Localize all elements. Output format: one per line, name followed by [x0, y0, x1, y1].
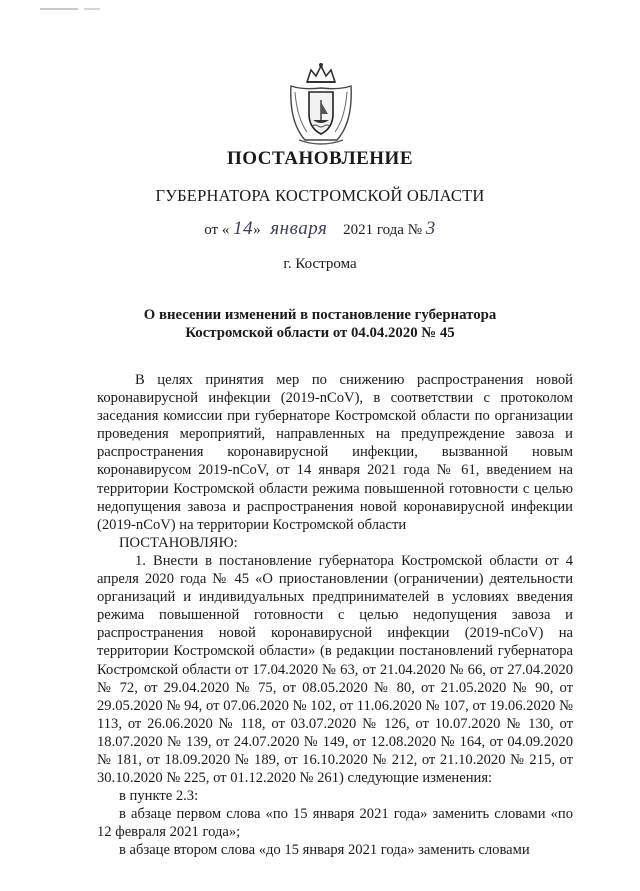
- amendment-paragraph-second: в абзаце втором слова «до 15 января 2021 года» заменить словами: [119, 842, 530, 859]
- decree-word: ПОСТАНОВЛЯЮ:: [119, 534, 238, 551]
- amendment-paragraph-first: в абзаце первом слова «по 15 января 2021 года» заменить словами «по 12 февраля 2021 года»;: [97, 806, 573, 841]
- clause-reference: в пункте 2.3:: [119, 788, 199, 805]
- city: г. Кострома: [283, 256, 357, 272]
- preamble-paragraph: В целях принятия мер по снижению распространения новой коронавирусной инфекции (2019-nCoV), в соответствии с протоколом заседания комиссии при губернаторе Костромской области по организации проведения мероприятий, направленных на предупреждение завоза и распространения коронавирусной инфекции, вызванной новым коронавирусом 2019-nCoV, от 14 января 2021 года № 61, введением на территории Костромской области режима повышенной готовности с целью недопущения завоза и распространения новой коронавирусной инфекции (2019-nCoV) на территории Костромской области: [97, 372, 573, 533]
- date-prefix: от «: [204, 222, 230, 238]
- issuer-title: ГУБЕРНАТОРА КОСТРОМСКОЙ ОБЛАСТИ: [155, 186, 485, 205]
- coat-of-arms-emblem: [285, 62, 357, 146]
- scan-artifact: [40, 8, 78, 10]
- date-month: января: [270, 218, 328, 239]
- heading-line: Костромской области от 04.04.2020 № 45: [185, 325, 455, 341]
- heading-line: О внесении изменений в постановление губернатора: [143, 307, 497, 323]
- scan-artifact: [84, 8, 100, 10]
- document-heading: [130, 306, 510, 342]
- item-1-paragraph: 1. Внести в постановление губернатора Костромской области от 4 апреля 2020 года № 45 «О приостановлении (ограничении) деятельности организаций и индивидуальных предпринимателей в условиях введения режима повышенной готовности с целью недопущения завоза и распространения новой коронавирусной инфекции (2019-nCoV) на территории Костромской области» (в редакции постановлений губернатора Костромской области от 17.04.2020 № 63, от 21.04.2020 № 66, от 27.04.2020 № 72, от 29.04.2020 № 75, от 08.05.2020 № 80, от 21.05.2020 № 90, от 29.05.2020 № 94, от 07.06.2020 № 102, от 11.06.2020 № 107, от 19.06.2020 № 113, от 26.06.2020 № 118, от 03.07.2020 № 126, от 10.07.2020 № 130, от 18.07.2020 № 139, от 24.07.2020 № 149, от 12.08.2020 № 164, от 04.09.2020 № 181, от 18.09.2020 № 189, от 16.10.2020 № 212, от 21.10.2020 № 215, от 30.10.2020 № 225, от 01.12.2020 № 261) следующие изменения:: [97, 552, 573, 787]
- document-number: 3: [425, 218, 436, 239]
- date-line: [0, 218, 640, 240]
- document-title: ПОСТАНОВЛЕНИЕ: [226, 148, 414, 169]
- date-day: 14: [233, 218, 254, 239]
- document-body: [97, 371, 573, 860]
- date-mid: »: [253, 222, 261, 238]
- date-year: 2021 года №: [343, 222, 423, 238]
